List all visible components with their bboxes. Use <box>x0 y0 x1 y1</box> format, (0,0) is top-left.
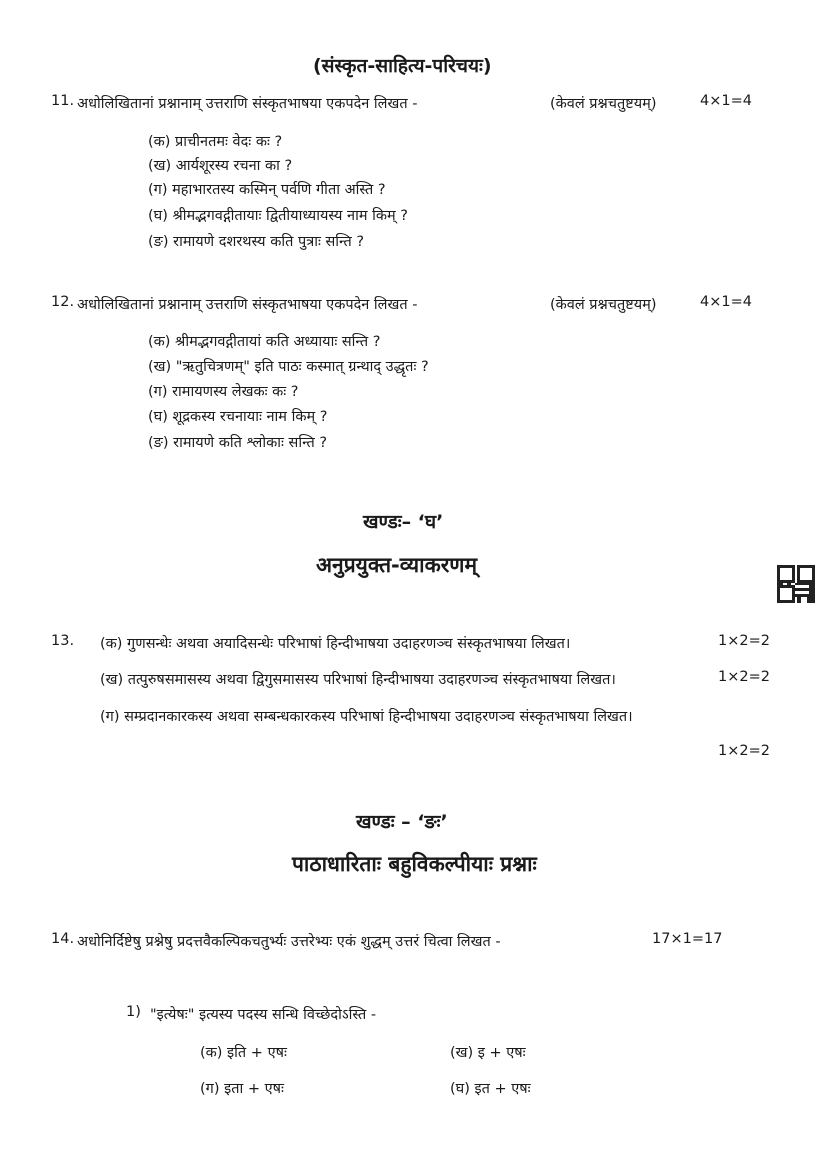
section-label-gha: खण्डः– ‘घ’ <box>363 511 444 533</box>
q12-number: 12. <box>51 294 75 310</box>
qr-code-icon <box>777 565 815 603</box>
q13-number: 13. <box>51 633 75 649</box>
q14-instruction: अधोनिर्दिष्टेषु प्रश्नेषु प्रदत्तवैकल्पिकचतुर्भ्यः उत्तरेभ्यः एकं शुद्धम् उत्तरं चित्वा लिखत - <box>77 934 501 950</box>
q14-sub1-question: "इत्येषः" इत्यस्य पदस्य सन्धि विच्छेदोऽस्ति - <box>150 1007 377 1023</box>
q14-sub1-option-kha: (ख) इ + एषः <box>450 1045 526 1061</box>
q14-sub1-number: 1) <box>126 1004 141 1020</box>
q11-option-ga: (ग) महाभारतस्य कस्मिन् पर्वणि गीता अस्ति ? <box>148 182 386 198</box>
q12-option-nga: (ङ) रामायणे कति श्लोकाः सन्ति ? <box>148 435 328 451</box>
q14-sub1-option-ka: (क) इति + एषः <box>200 1045 287 1061</box>
q11-note: (केवलं प्रश्नचतुष्टयम्) <box>550 96 657 112</box>
q13-item-ka-marks: 1×2=2 <box>718 633 770 649</box>
section-title-mcq: पाठाधारिताः बहुविकल्पीयाः प्रश्नाः <box>292 852 537 876</box>
q12-option-gha: (घ) शूद्रकस्य रचनायाः नाम किम् ? <box>148 409 328 425</box>
q14-marks: 17×1=17 <box>652 931 723 947</box>
q11-option-gha: (घ) श्रीमद्भगवद्गीतायाः द्वितीयाध्यायस्य नाम किम् ? <box>148 208 408 224</box>
q11-option-kha: (ख) आर्यशूरस्य रचना का ? <box>148 158 293 174</box>
q13-item-ga: (ग) सम्प्रदानकारकस्य अथवा सम्बन्धकारकस्य परिभाषां हिन्दीभाषया उदाहरणञ्च संस्कृतभाषया लिखत। <box>100 709 633 725</box>
q13-item-kha-marks: 1×2=2 <box>718 669 770 685</box>
q11-number: 11. <box>51 93 75 109</box>
q11-instruction: अधोलिखितानां प्रश्नानाम् उत्तराणि संस्कृतभाषया एकपदेन लिखत - <box>77 96 418 112</box>
q14-sub1-option-gha: (घ) इत + एषः <box>450 1081 531 1097</box>
q13-item-kha: (ख) तत्पुरुषसमासस्य अथवा द्विगुसमासस्य परिभाषां हिन्दीभाषया उदाहरणञ्च संस्कृतभाषया लिखत। <box>100 672 616 688</box>
q13-item-ga-marks: 1×2=2 <box>718 743 770 759</box>
q12-option-kha: (ख) "ऋतुचित्रणम्" इति पाठः कस्मात् ग्रन्थाद् उद्धृतः ? <box>148 359 429 375</box>
q11-marks: 4×1=4 <box>700 93 752 109</box>
q13-item-ka: (क) गुणसन्धेः अथवा अयादिसन्धेः परिभाषां हिन्दीभाषया उदाहरणञ्च संस्कृतभाषया लिखत। <box>100 636 571 652</box>
q12-option-ga: (ग) रामायणस्य लेखकः कः ? <box>148 384 299 400</box>
q14-sub1-option-ga: (ग) इता + एषः <box>200 1081 284 1097</box>
section-label-nga: खण्डः – ‘ङः’ <box>356 811 448 833</box>
section-title-grammar: अनुप्रयुक्त-व्याकरणम् <box>316 553 478 577</box>
q14-number: 14. <box>51 931 75 947</box>
q12-instruction: अधोलिखितानां प्रश्नानाम् उत्तराणि संस्कृतभाषया एकपदेन लिखत - <box>77 297 418 313</box>
q12-marks: 4×1=4 <box>700 294 752 310</box>
q11-option-nga: (ङ) रामायणे दशरथस्य कति पुत्राः सन्ति ? <box>148 234 365 250</box>
q12-option-ka: (क) श्रीमद्भगवद्गीतायां कति अध्यायाः सन्ति ? <box>148 334 381 350</box>
section-title-parichay: (संस्कृत-साहित्य-परिचयः) <box>313 55 492 77</box>
q12-note: (केवलं प्रश्नचतुष्टयम्) <box>550 297 657 313</box>
q11-option-ka: (क) प्राचीनतमः वेदः कः ? <box>148 134 283 150</box>
